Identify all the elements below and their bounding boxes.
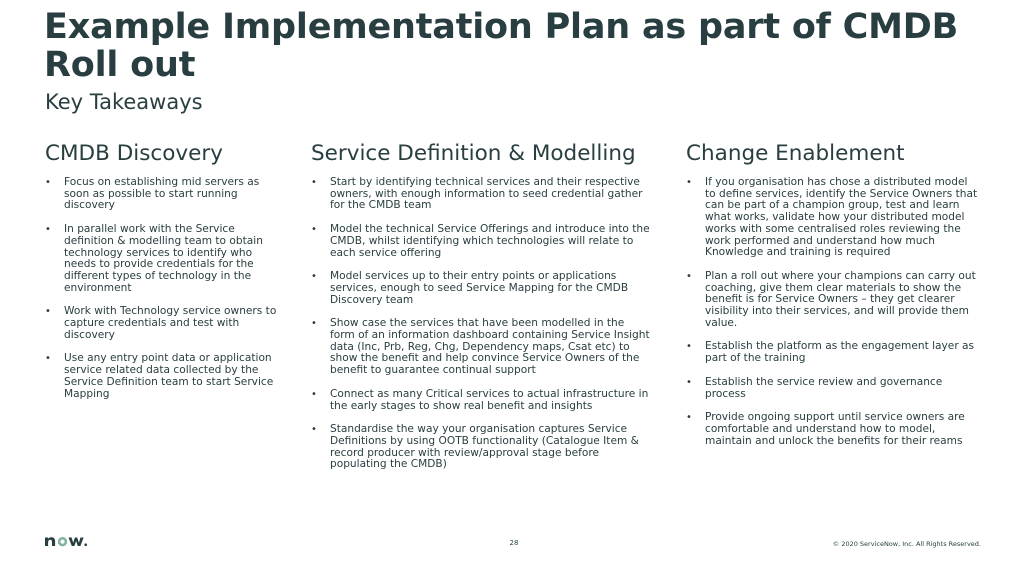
slide-subtitle: Key Takeaways <box>45 90 203 114</box>
servicenow-logo-icon <box>44 532 94 552</box>
list-item: • Establish the platform as the engagement layer as part of the training <box>686 340 975 365</box>
bullet-icon: • <box>311 388 317 400</box>
column-heading: CMDB Discovery <box>45 141 223 166</box>
bullet-icon: • <box>45 177 51 188</box>
slide-title: Example Implementation Plan as part of CMDB Roll out <box>44 7 959 85</box>
list-item: • Connect as many Critical services to actual infrastructure in the early stages to show real benefit and insights <box>311 387 649 412</box>
list-item: • Work with Technology service owners to capture credentials and test with discovery <box>45 305 277 341</box>
bullet-icon: • <box>311 177 317 188</box>
list-item: • In parallel work with the Service definition & modelling team to obtain technology services to identify who needs to provide credentials for the different types of technology in the environment <box>45 223 263 294</box>
column-service-definition <box>311 141 651 483</box>
list-item: • Focus on establishing mid servers as soon as possible to start running discovery <box>45 176 260 212</box>
list-item: • Provide ongoing support until service owners are comfortable and understand how to model, maintain and unlock the benefits for their reams <box>686 411 965 447</box>
column-heading: Service Definition & Modelling <box>311 141 636 166</box>
copyright-notice: © 2020 ServiceNow, Inc. All Rights Reserved. <box>832 540 981 548</box>
list-item: • Plan a roll out where your champions can carry out coaching, give them clear materials to show the benefit is for Service Owners – they get clearer visibility into their services, and will provide them value. <box>686 269 976 329</box>
column-cmdb-discovery <box>45 141 277 412</box>
list-item: • Show case the services that have been modelled in the form of an information dashboard containing Service Insight data (Inc, Prb, Reg, Chg, Dependency maps, Csat etc) to show the benefit and help convince Service Owners of the benefit to guarantee continual support <box>311 317 650 377</box>
list-item: • Use any entry point data or application service related data collected by the Service Definition team to start Service Mapping <box>45 352 274 400</box>
bullet-icon: • <box>45 306 51 318</box>
page-number: 28 <box>509 539 519 547</box>
bullet-icon: • <box>45 353 51 365</box>
bullet-list <box>311 177 651 471</box>
bullet-icon: • <box>686 376 692 388</box>
list-item: • Model services up to their entry points or applications services, enough to seed Service Mapping for the CMDB Discovery team <box>311 270 629 306</box>
list-item: • Establish the service review and governance process <box>686 375 943 400</box>
bullet-list <box>686 177 978 447</box>
bullet-icon: • <box>311 271 317 283</box>
list-item: • If you organisation has chose a distributed model to define services, identify the Service Owners that can be part of a champion group, test and learn what works, validate how your distributed model works with some centralised roles reviewing the work performed and understand how much Knowledge and training is required <box>686 176 978 259</box>
bullet-icon: • <box>311 224 317 236</box>
list-item: • Model the technical Service Offerings and introduce into the CMDB, whilst identifying which technologies will relate to each service offering <box>311 223 650 259</box>
list-item: • Standardise the way your organisation captures Service Definitions by using OOTB functionality (Catalogue Item & record producer with review/approval stage before populating the CMDB) <box>311 423 639 471</box>
bullet-icon: • <box>686 412 692 424</box>
column-heading: Change Enablement <box>686 141 905 166</box>
column-change-enablement <box>686 141 978 459</box>
bullet-icon: • <box>311 424 317 436</box>
bullet-icon: • <box>686 177 692 188</box>
bullet-icon: • <box>311 318 317 330</box>
bullet-icon: • <box>686 341 692 353</box>
bullet-list <box>45 177 277 400</box>
bullet-icon: • <box>45 224 51 236</box>
bullet-icon: • <box>686 270 692 282</box>
list-item: • Start by identifying technical services and their respective owners, with enough information to seed credential gather for the CMDB team <box>311 176 643 212</box>
